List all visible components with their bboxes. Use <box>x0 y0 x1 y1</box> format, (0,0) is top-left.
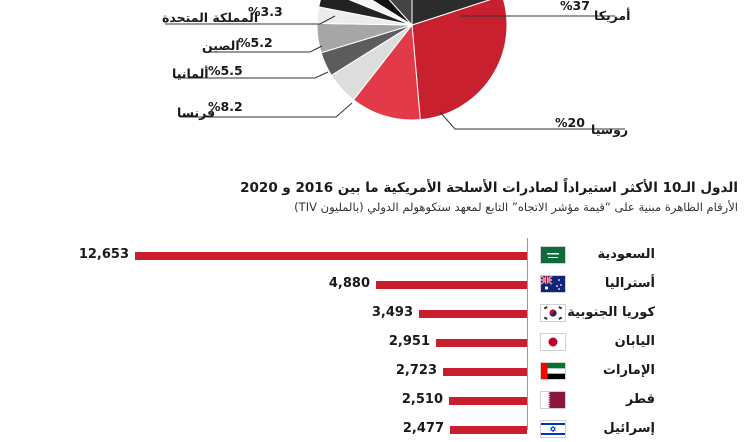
pie-label-usa <box>560 0 590 13</box>
uae-flag-icon <box>540 362 566 380</box>
pie-country-russia: روسيا <box>591 122 629 137</box>
pie-value-uk: %3.3 <box>248 4 283 19</box>
bar-row-saudi <box>0 244 750 268</box>
bar-japan <box>436 339 527 347</box>
bar-row-australia <box>0 273 750 297</box>
bar-row-uae <box>0 360 750 384</box>
bar-chart-title: الدول الـ10 الأكثر استيراداً لصادرات الأسلحة الأمريكية ما بين 2016 و 2020 <box>240 180 738 196</box>
bar-row-south-korea <box>0 302 750 326</box>
bar-value-japan: 2,951 <box>388 334 430 349</box>
japan-flag-icon <box>540 333 566 351</box>
south-korea-flag-icon <box>540 304 566 322</box>
bar-country-uae: الإمارات <box>602 363 655 378</box>
bar-qatar <box>449 397 527 405</box>
bar-country-israel: إسرائيل <box>603 421 655 436</box>
bar-value-saudi: 12,653 <box>78 247 129 262</box>
bar-row-israel <box>0 418 750 442</box>
pie-value-russia: %20 <box>555 115 585 130</box>
pie-chart <box>0 0 750 175</box>
bar-south-korea <box>419 310 527 318</box>
bar-country-australia: أستراليا <box>604 276 655 291</box>
bar-value-qatar: 2,510 <box>401 392 443 407</box>
pie-country-usa: أمريكا <box>594 8 631 23</box>
australia-flag-icon <box>540 275 566 293</box>
bar-row-japan <box>0 331 750 355</box>
bar-israel <box>450 426 527 434</box>
israel-flag-icon <box>540 420 566 438</box>
pie-value-china: %5.2 <box>238 35 273 50</box>
bar-uae <box>443 368 527 376</box>
bar-value-australia: 4,880 <box>328 276 370 291</box>
pie-country-france: فرنسا <box>177 105 216 120</box>
bar-country-qatar: قطر <box>625 392 655 407</box>
bar-country-south-korea: كوريا الجنوبية <box>567 305 655 320</box>
bar-chart-subtitle: الأرقام الظاهرة مبنية على “قيمة مؤشر الاتجاه” التابع لمعهد ستكوهولم الدولي (بالمليون TIV) <box>294 200 738 214</box>
saudi-flag-icon <box>540 246 566 264</box>
bar-row-qatar <box>0 389 750 413</box>
pie-value-germany: %5.5 <box>208 63 243 78</box>
bar-value-uae: 2,723 <box>395 363 437 378</box>
pie-country-germany: ألمانيا <box>172 66 209 81</box>
pie-country-china: الصين <box>202 38 240 53</box>
bar-value-south-korea: 3,493 <box>371 305 413 320</box>
bar-country-saudi: السعودية <box>597 247 655 262</box>
pie-value-usa: %37 <box>560 0 590 13</box>
qatar-flag-icon <box>540 391 566 409</box>
bar-value-israel: 2,477 <box>402 421 444 436</box>
pie-value-france: %8.2 <box>208 99 243 114</box>
bar-country-japan: اليابان <box>614 334 655 349</box>
bar-saudi <box>135 252 527 260</box>
pie-country-uk: المملكة المتحدة <box>162 10 259 25</box>
bar-australia <box>376 281 527 289</box>
